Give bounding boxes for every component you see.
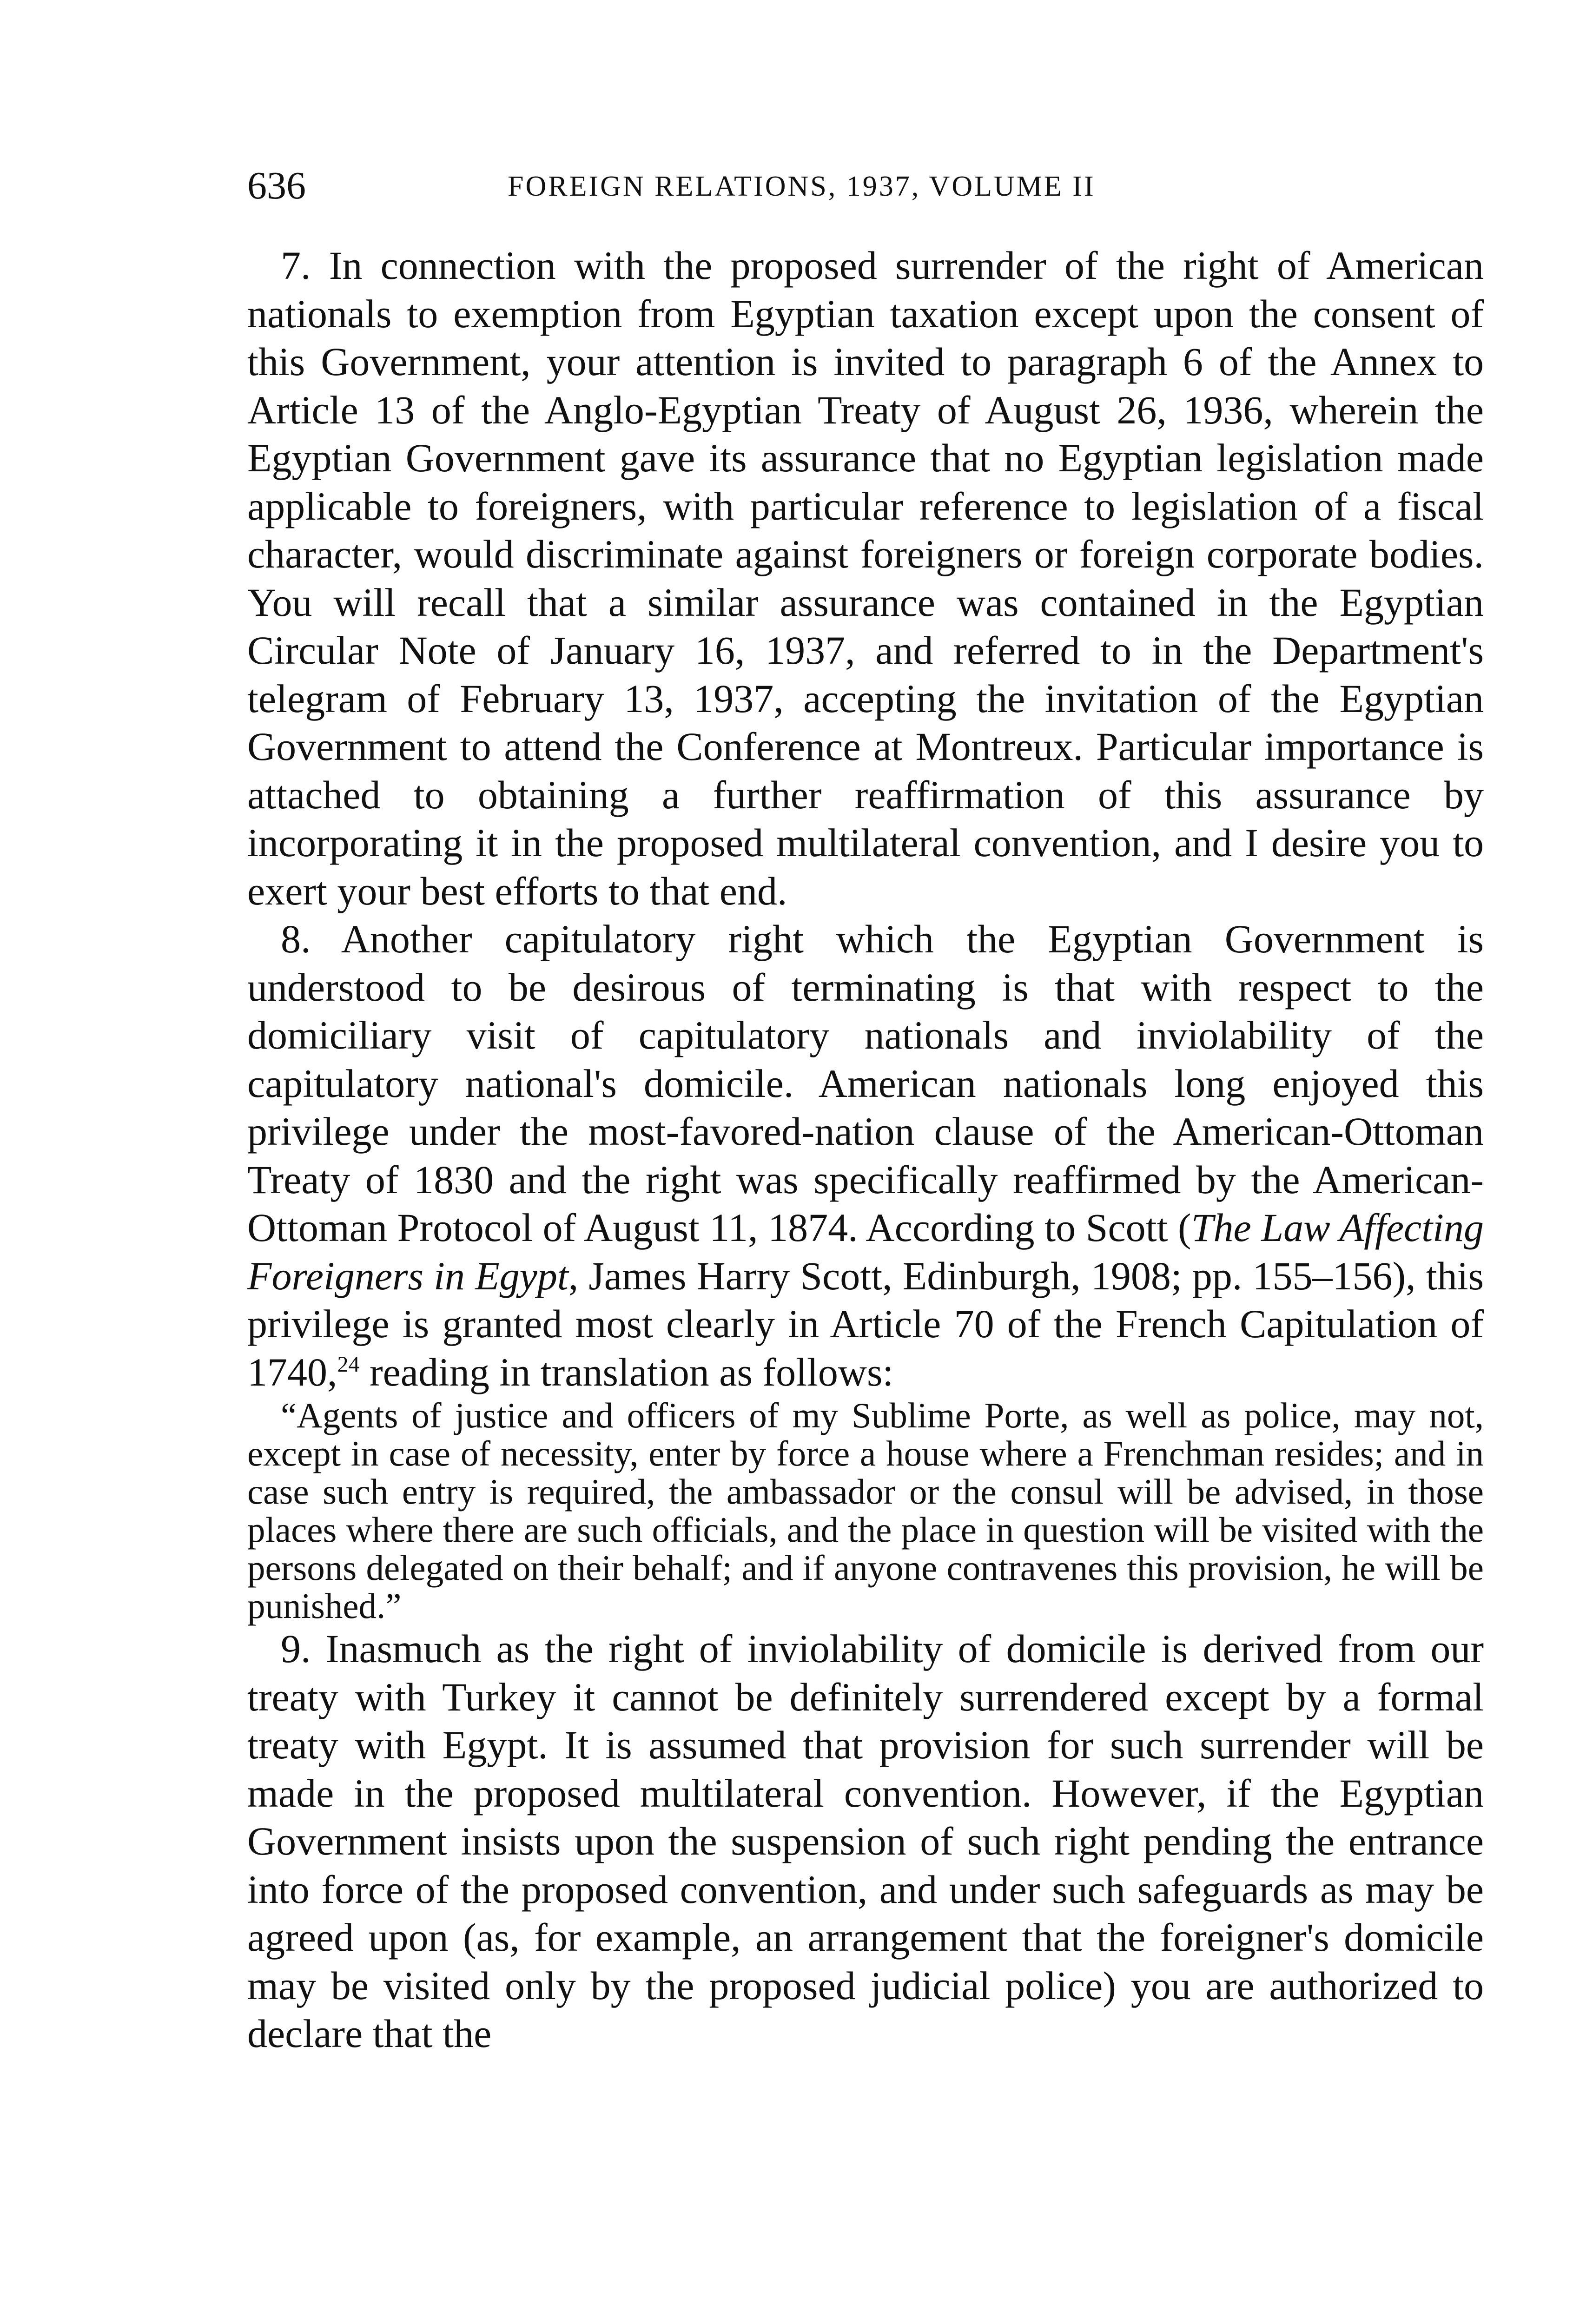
cited-book-title: The Law Affecting Foreigners in Egypt — [247, 1205, 1484, 1298]
paragraph-9: 9. Inasmuch as the right of inviolability of domicile is derived from our treaty with Turkey it cannot be definitely surrendered except by a formal treaty with Egypt. It is assumed that provision for such surrender will be made in the proposed multilateral convention. However, if the Egyptian Government insists upon the suspension of such right pending the entrance into force of the proposed convention, and under such safeguards as may be agreed upon (as, for example, an arrangement that the foreigner's domicile may be visited only by the proposed judicial police) you are authorized to declare that the — [247, 1626, 1484, 2056]
page-header — [247, 160, 1484, 211]
paragraph-7: 7. In connection with the proposed surrender of the right of American nationals to exemption from Egyptian taxation except upon the consent of this Government, your attention is invited to paragraph 6 of the Annex to Article 13 of the Anglo-Egyptian Treaty of August 26, 1936, wherein the Egyptian Government gave its assurance that no Egyptian legislation made applicable to foreigners, with particular reference to legislation of a fiscal character, would discriminate against foreigners or foreign corporate bodies. You will recall that a similar assurance was contained in the Egyptian Circular Note of January 16, 1937, and referred to in the Department's telegram of February 13, 1937, accepting the invitation of the Egyptian Government to attend the Conference at Montreux. Particular importance is attached to obtaining a further reaffirmation of this assurance by incorporating it in the proposed multilateral convention, and I desire you to exert your best efforts to that end. — [247, 243, 1484, 913]
block-quote: “Agents of justice and officers of my Sublime Porte, as well as police, may not, except in case of necessity, enter by force a house where a Frenchman resides; and in case such entry is required, the ambassador or the consul will be advised, in those places where there are such officials, and the place in question will be visited with the persons delegated on their behalf; and if anyone contravenes this provision, he will be punished.” — [247, 1395, 1484, 1626]
page-number: 636 — [247, 164, 306, 207]
paragraph-8-text-c: reading in translation as follows: — [359, 1349, 894, 1394]
footnote-reference: 24 — [337, 1352, 360, 1377]
running-head: FOREIGN RELATIONS, 1937, VOLUME II — [508, 171, 1096, 202]
body-text — [247, 242, 1484, 2058]
paragraph-8-text-a: 8. Another capitulatory right which the Egyptian Government is understood to be desirous of terminating is that with respect to the domiciliary visit of capitulatory nationals and inviolability of the capitulatory national's domicile. American nationals long enjoyed this privilege under the most-favored-nation clause of the American-Ottoman Treaty of 1830 and the right was specifically reaffirmed by the American-Ottoman Protocol of August 11, 1874. According to Scott ( — [247, 917, 1484, 1250]
paragraph-8 — [247, 915, 1484, 1396]
paragraph-8-text-b: , James Harry Scott, Edinburgh, 1908; pp. 155–156), this privilege is granted most clearly in Article 70 of the French Capitulation of 1740, — [247, 1253, 1484, 1394]
